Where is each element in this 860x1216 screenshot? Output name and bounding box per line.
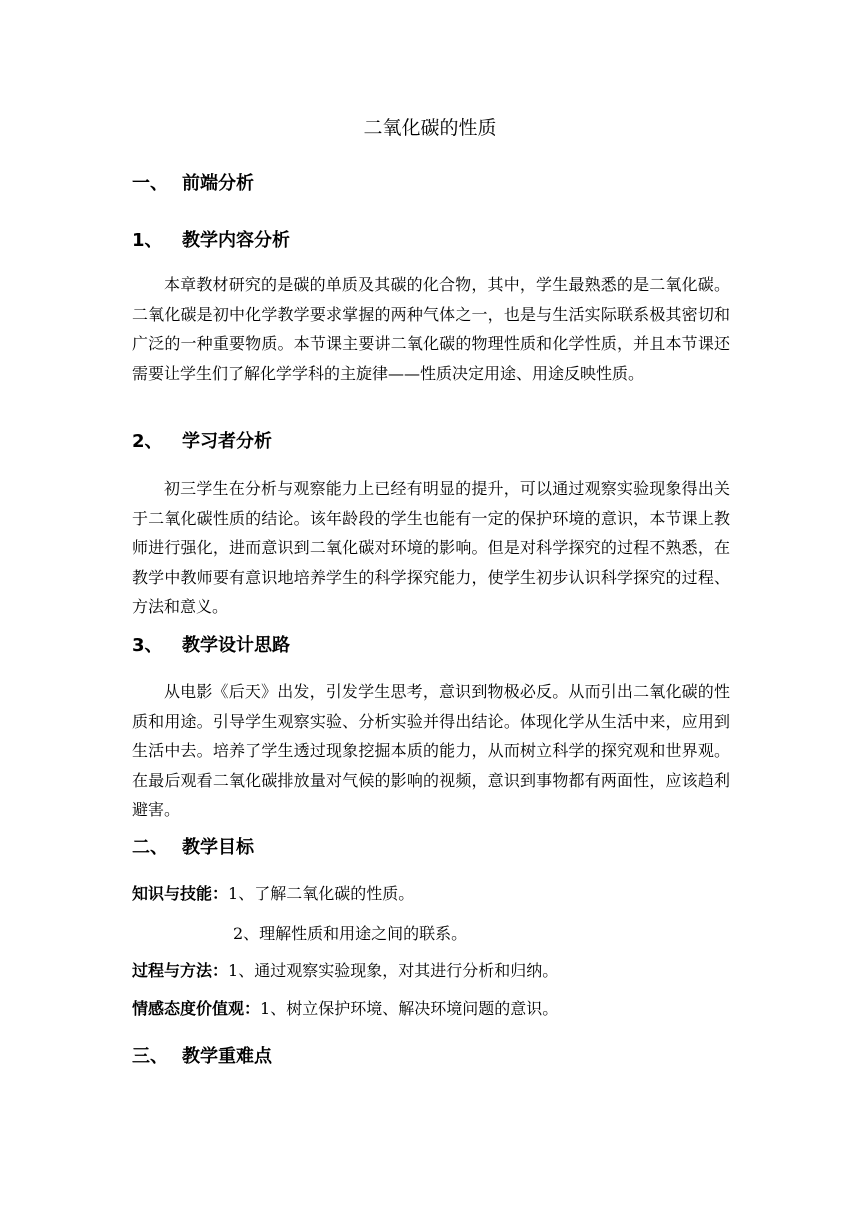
section-number: 一、 xyxy=(132,173,168,194)
section-heading-text: 学习者分析 xyxy=(182,431,272,452)
section-number: 二、 xyxy=(132,837,168,858)
goal-text: 1、树立保护环境、解决环境问题的意识。 xyxy=(260,999,559,1018)
section-heading-text: 教学内容分析 xyxy=(182,230,290,251)
goal-label: 知识与技能： xyxy=(132,884,229,903)
section-number: 1、 xyxy=(132,230,163,251)
goal-label: 过程与方法： xyxy=(132,961,229,980)
section-number: 2、 xyxy=(132,431,163,452)
goal-emotion xyxy=(132,995,558,1023)
subsection-heading-1-2 xyxy=(132,428,272,456)
paragraph-learner-analysis: 初三学生在分析与观察能力上已经有明显的提升，可以通过观察实验现象得出关于二氧化碳性质的结论。该年龄段的学生也能有一定的保护环境的意识，本节课上教师进行强化，进而意识到二氧化碳对环境的影响。但是对科学探究的过程不熟悉，在教学中教师要有意识地培养学生的科学探究能力，使学生初步认识科学探究的过程、方法和意义。 xyxy=(132,479,730,616)
subsection-heading-1-3 xyxy=(132,632,290,660)
section-heading-1 xyxy=(132,170,254,198)
section-heading-2 xyxy=(132,834,254,862)
section-heading-text: 前端分析 xyxy=(182,173,254,194)
goal-text: 1、了解二氧化碳的性质。 xyxy=(228,884,415,903)
goal-knowledge-2: 2、理解性质和用途之间的联系。 xyxy=(233,924,468,943)
section-heading-text: 教学目标 xyxy=(182,837,254,858)
section-heading-text: 教学重难点 xyxy=(182,1046,272,1067)
page-title: 二氧化碳的性质 xyxy=(363,117,497,139)
goal-knowledge xyxy=(132,880,414,908)
goal-process xyxy=(132,957,558,985)
subsection-heading-1-1 xyxy=(132,227,290,255)
section-heading-text: 教学设计思路 xyxy=(182,635,290,656)
goal-text: 1、通过观察实验现象，对其进行分析和归纳。 xyxy=(228,961,559,980)
paragraph-content-analysis: 本章教材研究的是碳的单质及其碳的化合物，其中，学生最熟悉的是二氧化碳。二氧化碳是初中化学教学要求掌握的两种气体之一，也是与生活实际联系极其密切和广泛的一种重要物质。本节课主要讲二氧化碳的物理性质和化学性质，并且本节课还需要让学生们了解化学学科的主旋律——性质决定用途、用途反映性质。 xyxy=(132,275,730,383)
goal-label: 情感态度价值观： xyxy=(132,999,261,1018)
section-heading-3 xyxy=(132,1043,272,1071)
section-number: 3、 xyxy=(132,635,163,656)
paragraph-design-idea: 从电影《后天》出发，引发学生思考，意识到物极必反。从而引出二氧化碳的性质和用途。引导学生观察实验、分析实验并得出结论。体现化学从生活中来，应用到生活中去。培养了学生透过现象挖掘本质的能力，从而树立科学的探究观和世界观。在最后观看二氧化碳排放量对气候的影响的视频，意识到事物都有两面性，应该趋利避害。 xyxy=(132,682,730,819)
section-number: 三、 xyxy=(132,1046,168,1067)
